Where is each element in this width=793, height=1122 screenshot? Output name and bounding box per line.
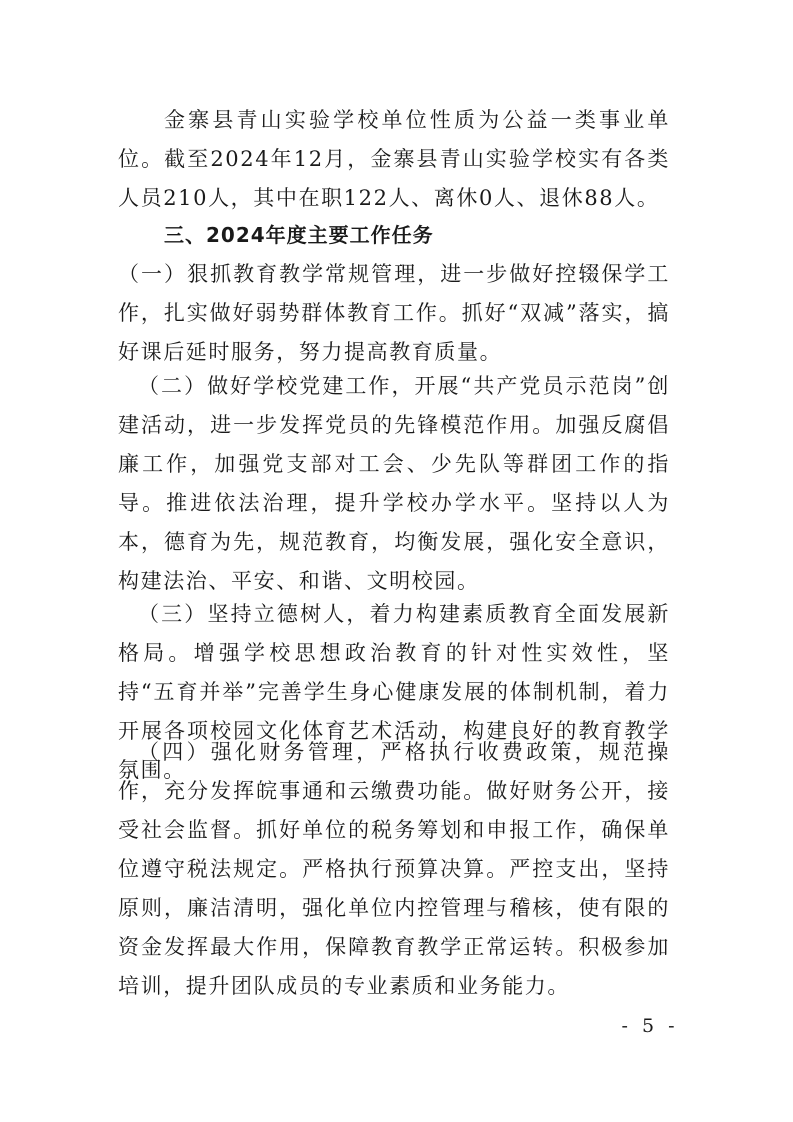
section-heading: 三、2024年度主要工作任务: [164, 223, 434, 247]
task-item-2: （二）做好学校党建工作，开展“共产党员示范岗”创建活动，进一步发挥党员的先锋模范作用。加强反腐倡廉工作，加强党支部对工会、少先队等群团工作的指导。推进依法治理，提升学校办学水平。坚持以人为本，德育为先，规范教育，均衡发展，强化安全意识，构建法治、平安、和谐、文明校园。: [118, 374, 670, 593]
intro-paragraph: 金寨县青山实验学校单位性质为公益一类事业单位。截至2024年12月，金寨县青山实验学校实有各类人员210人，其中在职122人、离休0人、退休88人。: [118, 108, 670, 210]
task-item-4: （四）强化财务管理，严格执行收费政策，规范操作，充分发挥皖事通和云缴费功能。做好财务公开，接受社会监督。抓好单位的税务筹划和申报工作，确保单位遵守税法规定。严格执行预算决算。严控支出，坚持原则，廉洁清明，强化单位内控管理与稽核，使有限的资金发挥最大作用，保障教育教学正常运转。积极参加培训，提升团队成员的专业素质和业务能力。: [118, 740, 670, 998]
task-item-3: （三）坚持立德树人，着力构建素质教育全面发展新格局。增强学校思想政治教育的针对性实效性，坚持“五育并举”完善学生身心健康发展的体制机制，着力开展各项校园文化体育艺术活动，构建良好的教育教学氛围。: [118, 602, 670, 782]
task-item-1: （一）狠抓教育教学常规管理，进一步做好控辍保学工作，扎实做好弱势群体教育工作。抓好“双减”落实，搞好课后延时服务，努力提高教育质量。: [118, 262, 670, 364]
page-number: - 5 -: [621, 1015, 679, 1037]
